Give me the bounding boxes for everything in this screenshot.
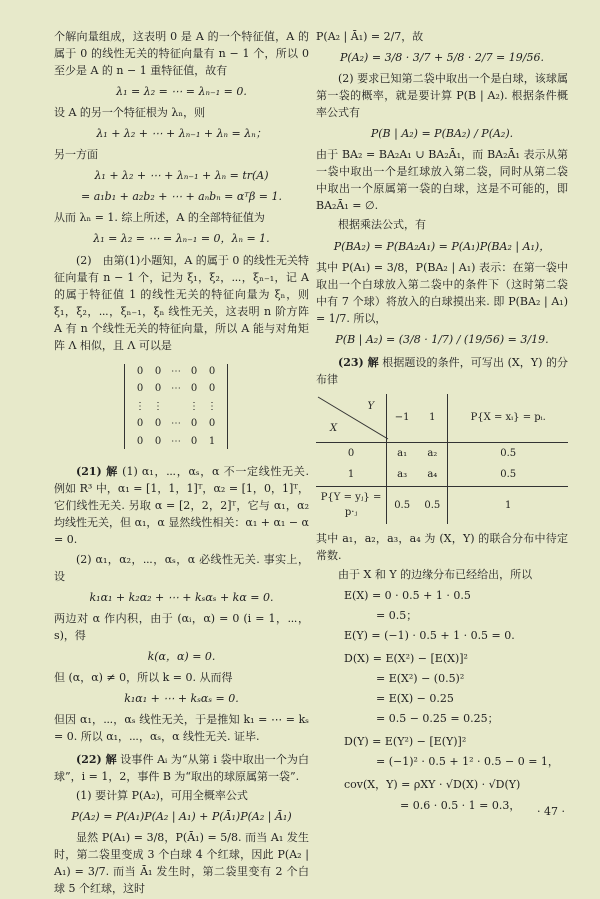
- equation: E(Y) = (−1) · 0.5 + 1 · 0.5 = 0.: [344, 629, 515, 643]
- paragraph: 从而 λₙ = 1. 综上所述，A 的全部特征值为: [54, 211, 265, 225]
- equation: = 0.5 − 0.25 = 0.25；: [376, 712, 499, 726]
- question-label: (22) 解: [76, 753, 117, 766]
- matrix-cell: 0: [190, 383, 198, 395]
- equation: D(Y) = E(Y²) − [E(Y)]²: [344, 735, 467, 749]
- matrix-cell: 1: [208, 435, 216, 447]
- matrix-cell: 0: [208, 418, 216, 430]
- question-text: 设事件 Aᵢ 为“从第 i 袋中取出一个为白球”，i = 1，2，事件 B 为“取出的球原属第一袋”.: [54, 753, 310, 784]
- matrix-cell: 0: [154, 418, 162, 430]
- table-cell: 0.5: [417, 486, 448, 524]
- matrix-cell: ⋮: [189, 400, 199, 412]
- matrix-cell: ⋮: [153, 400, 163, 412]
- diagonal-line: [318, 397, 388, 439]
- paragraph: 其中 a₁，a₂，a₃，a₄ 为 (X，Y) 的联合分布中待定常数.: [316, 531, 568, 562]
- table-header-cell: 1: [417, 394, 448, 443]
- paragraph: 显然 P(A₁) = 3/8，P(Ā₁) = 5/8. 而当 A₁ 发生时，第二袋里变成 3 个白球 4 个红球，因此 P(A₂ | A₁) = 3/7. 而当 Ā₁ 发生时，第二袋里变有 2 个白球 5 个红球，这时: [54, 831, 309, 896]
- equation: k₁α₁ + ⋯ + kₛαₛ = 0.: [124, 691, 239, 705]
- table-cell: 1: [448, 486, 568, 524]
- paragraph: [316, 354, 568, 388]
- equation: P(BA₂) = P(BA₂A₁) = P(A₁)P(BA₂ | A₁)，: [333, 239, 551, 253]
- matrix-cell: ⋯: [171, 435, 181, 447]
- question-label: (23) 解: [338, 355, 379, 369]
- table-row: [316, 486, 568, 524]
- corner-label-x: X: [330, 423, 338, 435]
- paragraph: (1) 要计算 P(A₂)，可用全概率公式: [76, 789, 248, 803]
- equation: λ₁ + λ₂ + ⋯ + λₙ₋₁ + λₙ = tr(A): [94, 169, 269, 183]
- table-row: [316, 464, 568, 486]
- matrix-cell: 0: [154, 365, 162, 377]
- table-cell: a₄: [417, 464, 448, 486]
- paragraph: 但 (α，α) ≠ 0，所以 k = 0. 从而得: [54, 670, 233, 684]
- equation: = 0.6 · 0.5 · 1 = 0.3，: [400, 798, 521, 812]
- paragraph: 根据乘法公式，有: [338, 218, 426, 232]
- paragraph: 其中 P(A₁) = 3/8，P(BA₂ | A₁) 表示：在第一袋中取出一个白球放入第二袋中的条件下（这时第二袋中有 7 个球）将放入的白球摸出来. 即 P(BA₂ | A₁) = 1/7. 所以，: [316, 260, 568, 325]
- matrix-cell: ⋯: [171, 365, 181, 377]
- matrix-cell: ⋯: [171, 383, 181, 395]
- matrix-cell: ⋮: [135, 400, 145, 412]
- matrix-cell: 0: [190, 365, 198, 377]
- matrix-cell: 0: [136, 435, 144, 447]
- question-label: (21) 解: [76, 465, 118, 479]
- question-text: (1) α₁，⋯，αₛ，α 不一定线性无关. 例如 R³ 中，α₁ = [1，1，1]ᵀ，α₂ = [1，0，1]ᵀ，它们线性无关. 另取 α = [2，2，2]ᵀ，它与 α₁，α₂ 均线性无关，但 α₁，α 显然线性相关：α₁ + α₁ − α = 0.: [54, 465, 310, 547]
- table-cell: a₃: [397, 469, 408, 481]
- equation: P(A₂) = 3/8 · 3/7 + 5/8 · 2/7 = 19/56.: [340, 51, 544, 65]
- paragraph: [54, 463, 309, 548]
- equation: = E(X) − 0.25: [376, 692, 454, 706]
- table-cell: 1: [316, 464, 387, 486]
- matrix-cell: 0: [154, 435, 162, 447]
- table-cell: 0.5: [500, 447, 517, 459]
- paragraph: 由于 X 和 Y 的边缘分布已经给出，所以: [338, 567, 533, 581]
- table-cell: 0.5: [500, 469, 517, 481]
- equation: k₁α₁ + k₂α₂ + ⋯ + kₛαₛ + kα = 0.: [89, 590, 274, 604]
- paragraph: 个解向量组成，这表明 0 是 A 的一个特征值，A 的属于 0 的线性无关的特征向量有 n − 1 个，所以 0 至少是 A 的 n − 1 重特征值，故有: [54, 30, 309, 78]
- matrix-cell: 0: [136, 383, 144, 395]
- page-number: · 47 ·: [537, 805, 565, 818]
- equation: = a₁b₁ + a₂b₂ + ⋯ + aₙbₙ = αᵀβ = 1.: [80, 190, 283, 204]
- paragraph: 但因 α₁，⋯，αₛ 线性无关，于是推知 k₁ = ⋯ = kₛ = 0. 所以 α₁，⋯，αₛ，α 线性无关. 证毕.: [54, 712, 309, 743]
- matrix-cell: ⋯: [171, 418, 181, 430]
- matrix-cell: ⋮: [207, 400, 217, 412]
- matrix-cell: 0: [208, 383, 216, 395]
- paragraph: 由于 BA₂ = BA₂A₁ ∪ BA₂Ā₁，而 BA₂Ā₁ 表示从第一袋中取出一个是红球放入第二袋，同时从第二袋中取出一个原属第一袋的白球，这是不可能的，即 BA₂Ā₁ = ∅.: [316, 148, 568, 213]
- paragraph: (2) 由第(1)小题知，A 的属于 0 的线性无关特征向量有 n − 1 个，记为 ξ₁，ξ₂，⋯，ξₙ₋₁，记 A 的属于特征值 1 的线性无关的特征向量为 ξₙ，则 ξ₁，ξ₂，⋯，ξₙ₋₁，ξₙ 线性无关，这表明 n 阶方阵 A 有 n 个线性无关的特征向量，所以 A 能与对角矩阵 Λ 相似，且 Λ 可以是: [54, 253, 309, 352]
- table-cell: 0.5: [387, 486, 418, 524]
- equation: = 0.5；: [376, 609, 418, 623]
- right-column: [316, 28, 568, 817]
- distribution-table: [316, 394, 568, 524]
- equation: = (−1)² · 0.5 + 1² · 0.5 − 0 = 1，: [376, 755, 559, 769]
- equation: k(α，α) = 0.: [147, 649, 216, 663]
- matrix-cell: [167, 399, 185, 415]
- corner-label-y: Y: [367, 400, 375, 412]
- paragraph: 另一方面: [54, 148, 98, 162]
- equation: λ₁ + λ₂ + ⋯ + λₙ₋₁ + λₙ = λₙ；: [96, 127, 267, 141]
- matrix-cell: 0: [136, 418, 144, 430]
- matrix-cell: 0: [190, 435, 198, 447]
- equation: cov(X，Y) = ρXY · √D(X) · √D(Y): [344, 778, 521, 792]
- equation: D(X) = E(X²) − [E(X)]²: [344, 652, 468, 666]
- table-header-cell: −1: [387, 394, 418, 443]
- derivation-block: [316, 587, 568, 814]
- matrix-cell: 0: [154, 383, 162, 395]
- table-cell: P{Y = yⱼ} = p·ⱼ: [316, 486, 387, 524]
- equation: λ₁ = λ₂ = ⋯ = λₙ₋₁ = 0.: [116, 85, 247, 99]
- paragraph: (2) 要求已知第二袋中取出一个是白球，该球属第一袋的概率，就是要计算 P(B | A₂). 根据条件概率公式有: [316, 72, 568, 120]
- table-cell: a₂: [417, 442, 448, 464]
- paragraph: [54, 751, 309, 785]
- paragraph: 两边对 α 作内积，由于 (αᵢ，α) = 0 (i = 1，⋯，s)，得: [54, 611, 309, 642]
- equation: P(A₂) = P(A₁)P(A₂ | A₁) + P(Ā₁)P(A₂ | Ā₁): [71, 810, 292, 824]
- equation: P(B | A₂) = P(BA₂) / P(A₂).: [370, 127, 514, 141]
- table-corner: [316, 394, 387, 443]
- matrix-cell: 0: [190, 418, 198, 430]
- matrix-cell: 0: [136, 365, 144, 377]
- equation: E(X) = 0 · 0.5 + 1 · 0.5: [344, 589, 471, 603]
- question-text: 根据题设的条件，可写出 (X，Y) 的分布律: [316, 355, 569, 386]
- left-column: [54, 28, 309, 899]
- equation: λ₁ = λ₂ = ⋯ = λₙ₋₁ = 0，λₙ = 1.: [93, 232, 270, 246]
- matrix-cell: 0: [208, 365, 216, 377]
- diagonal-matrix: [124, 364, 228, 450]
- paragraph: (2) α₁，α₂，⋯，αₛ，α 必线性无关. 事实上，设: [54, 552, 309, 583]
- paragraph: P(A₂ | Ā₁) = 2/7，故: [316, 30, 424, 43]
- table-header-cell: P{X = xᵢ} = pᵢ.: [448, 394, 568, 443]
- table-cell: a₁: [397, 447, 408, 459]
- paragraph: 设 A 的另一个特征根为 λₙ，则: [54, 106, 206, 120]
- equation: P(B | A₂) = (3/8 · 1/7) / (19/56) = 3/19.: [335, 332, 549, 346]
- equation: = E(X²) − (0.5)²: [376, 672, 465, 686]
- table-cell: 0: [316, 442, 387, 464]
- table-row: [316, 442, 568, 464]
